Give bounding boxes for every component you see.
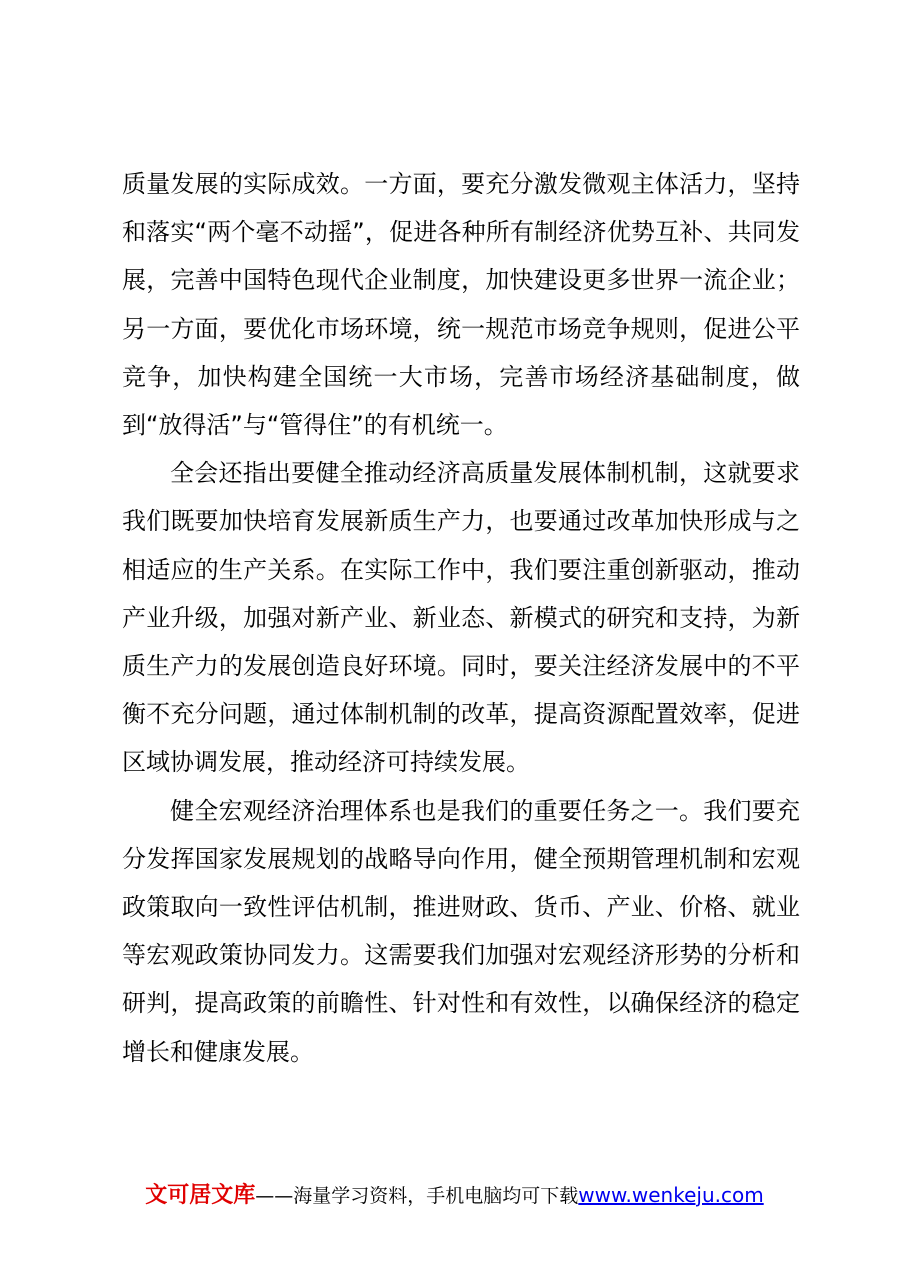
paragraph-3: 健全宏观经济治理体系也是我们的重要任务之一。我们要充分发挥国家发展规划的战略导向作用，健全预期管理机制和宏观政策取向一致性评估机制，推进财政、货币、产业、价格、就业等宏观政策协同发力。这需要我们加强对宏观经济形势的分析和研判，提高政策的前瞻性、针对性和有效性，以确保经济的稳定增长和健康发展。: [122, 796, 800, 1066]
paragraph-1: 质量发展的实际成效。一方面，要充分激发微观主体活力，坚持和落实“两个毫不动摇”，促进各种所有制经济优势互补、共同发展，完善中国特色现代企业制度，加快建设更多世界一流企业；另一方面，要优化市场环境，统一规范市场竞争规则，促进公平竞争，加快构建全国统一大市场，完善市场经济基础制度，做到“放得活”与“管得住”的有机统一。: [122, 170, 800, 440]
footer-website-link[interactable]: www.wenkeju.com: [578, 1183, 764, 1207]
footer-brand: 文可居文库: [145, 1183, 256, 1208]
footer-banner: [0, 1180, 909, 1211]
footer-tagline: ——海量学习资料，手机电脑均可下载: [255, 1185, 579, 1207]
document-body: [122, 160, 800, 1076]
paragraph-2: 全会还指出要健全推动经济高质量发展体制机制，这就要求我们既要加快培育发展新质生产力，也要通过改革加快形成与之相适应的生产关系。在实际工作中，我们要注重创新驱动，推动产业升级，加强对新产业、新业态、新模式的研究和支持，为新质生产力的发展创造良好环境。同时，要关注经济发展中的不平衡不充分问题，通过体制机制的改革，提高资源配置效率，促进区域协调发展，推动经济可持续发展。: [122, 459, 800, 777]
